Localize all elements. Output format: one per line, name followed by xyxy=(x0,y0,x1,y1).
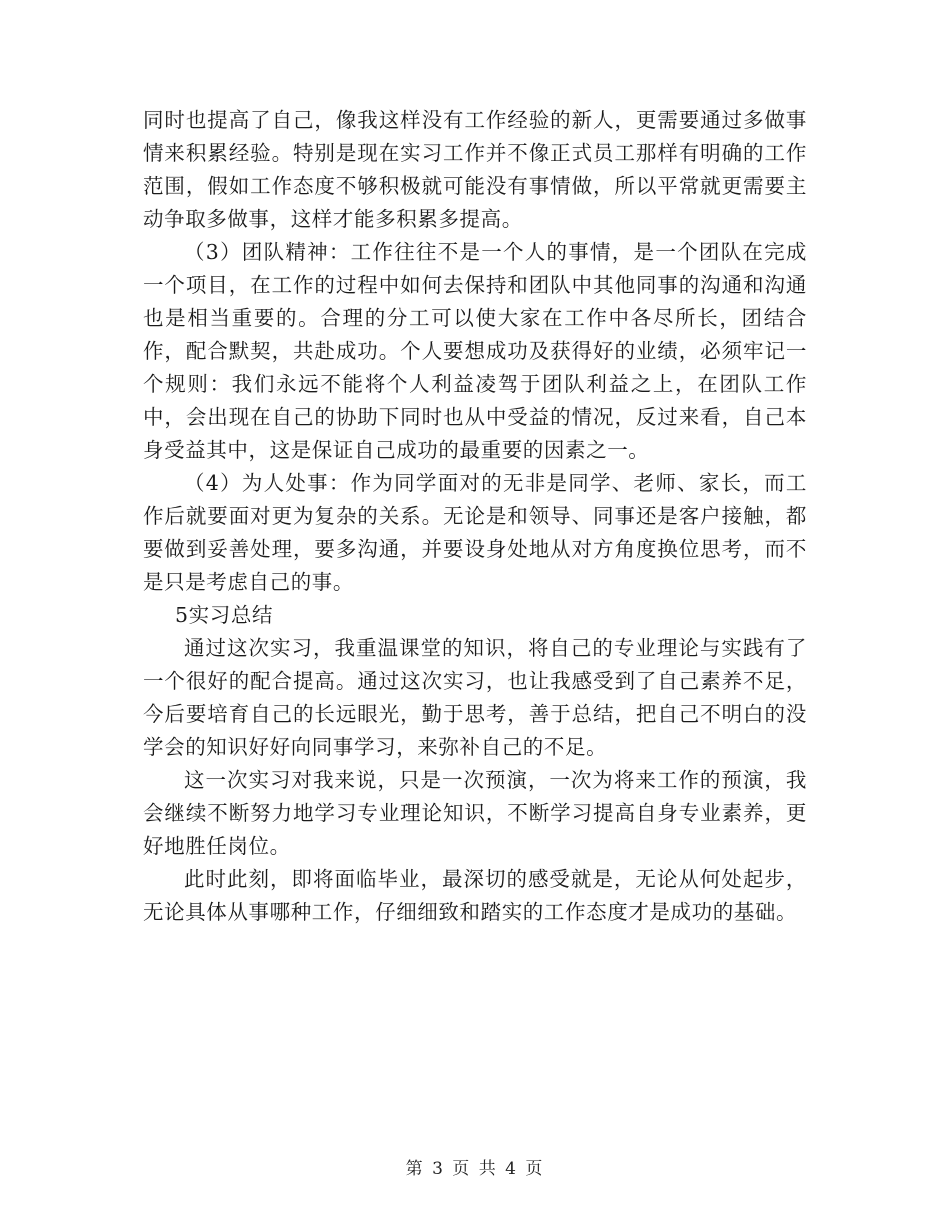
section-heading-internship-summary: 5实习总结 xyxy=(175,603,274,627)
document-body xyxy=(143,104,807,929)
paragraph-summary-1: 通过这次实习，我重温课堂的知识，将自己的专业理论与实践有了一个很好的配合提高。通过这次实习，也让我感受到了自己素养不足，今后要培育自己的长远眼光，勤于思考，善于总结，把自己不明白的没学会的知识好好向同事学习，来弥补自己的不足。 xyxy=(143,636,807,759)
paragraph-summary-3: 此时此刻，即将面临毕业，最深切的感受就是，无论从何处起步，无论具体从事哪种工作，仔细细致和踏实的工作态度才是成功的基础。 xyxy=(143,867,807,924)
paragraph-team-spirit: （3）团队精神：工作往往不是一个人的事情，是一个团队在完成一个项目，在工作的过程中如何去保持和团队中其他同事的沟通和沟通也是相当重要的。合理的分工可以使大家在工作中各尽所长，团结合作，配合默契，共赴成功。个人要想成功及获得好的业绩，必须牢记一个规则：我们永远不能将个人利益凌驾于团队利益之上，在团队工作中，会出现在自己的协助下同时也从中受益的情况，反过来看，自己本身受益其中，这是保证自己成功的最重要的因素之一。 xyxy=(143,240,807,462)
page-number-footer: 第 3 页 共 4 页 xyxy=(405,1159,545,1179)
paragraph-interpersonal: （4）为人处事：作为同学面对的无非是同学、老师、家长，而工作后就要面对更为复杂的关系。无论是和领导、同事还是客户接触，都要做到妥善处理，要多沟通，并要设身处地从对方角度换位思考，而不是只是考虑自己的事。 xyxy=(143,471,807,594)
paragraph-continuation: 同时也提高了自己，像我这样没有工作经验的新人，更需要通过多做事情来积累经验。特别是现在实习工作并不像正式员工那样有明确的工作范围，假如工作态度不够积极就可能没有事情做，所以平常就更需要主动争取多做事，这样才能多积累多提高。 xyxy=(143,108,807,231)
paragraph-summary-2: 这一次实习对我来说，只是一次预演，一次为将来工作的预演，我会继续不断努力地学习专业理论知识，不断学习提高自身专业素养，更好地胜任岗位。 xyxy=(143,768,807,858)
